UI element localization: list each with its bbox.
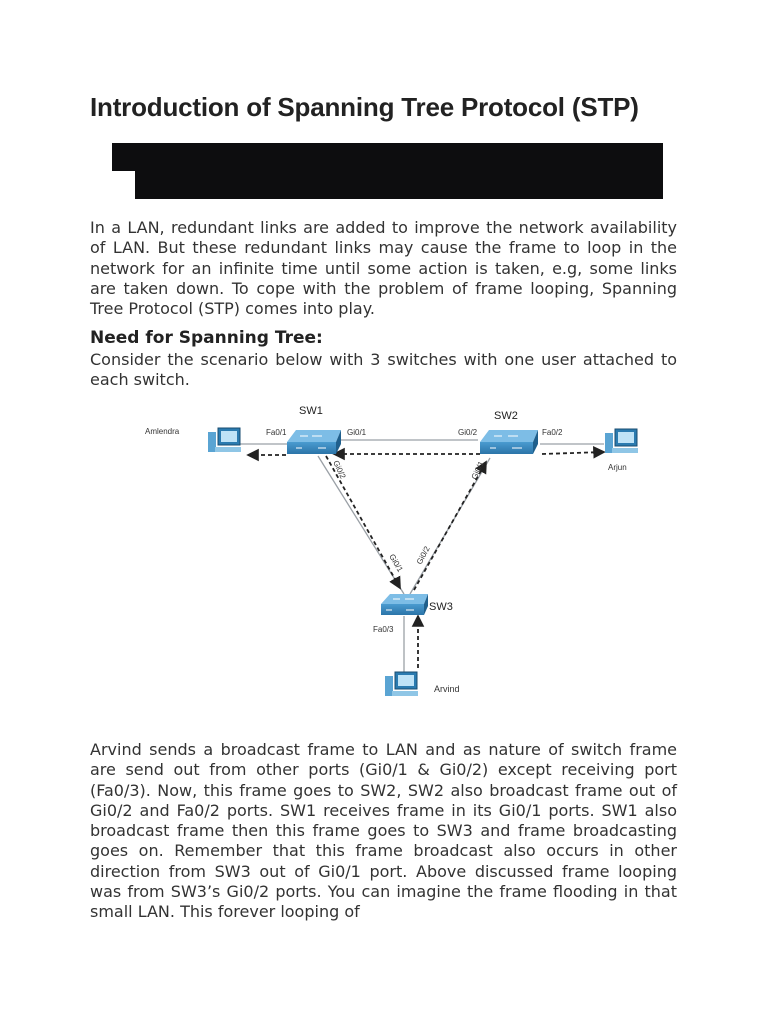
switch-sw3-icon [381,594,428,615]
broadcast-arrows [248,452,604,668]
arrow-sw1-to-sw3 [326,456,400,588]
label-sw1: SW1 [299,405,323,417]
label-amlendra: Amlendra [145,427,180,436]
redacted-block [112,143,663,199]
port-sw3-gi2: Gi0/2 [414,544,432,566]
switch-sw1-icon [287,430,341,454]
pc-amlendra-icon [208,428,241,452]
page-title: Introduction of Spanning Tree Protocol (STP) [90,92,639,122]
label-sw3: SW3 [429,601,453,613]
port-sw2-fa: Fa0/2 [542,428,563,437]
port-sw3-fa: Fa0/3 [373,625,394,634]
section-heading: Need for Spanning Tree: [90,328,323,348]
port-sw1-gi1: Gi0/1 [347,428,367,437]
pc-arvind-icon [385,672,418,696]
port-sw2-gi1: Gi0/1 [469,459,486,481]
port-sw3-gi1: Gi0/1 [387,552,405,574]
label-arjun: Arjun [608,463,627,472]
switch-sw2-icon [480,430,538,454]
pc-arjun-icon [605,429,638,453]
intro-paragraph: In a LAN, redundant links are added to improve the network availability of LAN. But these redundant links may cause the frame to loop in the network for an infinite time until some action is taken, e.g, some links are taken down. To cope with the problem of frame looping, Spanning Tree Protocol (STP) comes into play. [90,218,677,319]
body-paragraph: Arvind sends a broadcast frame to LAN and as nature of switch frame are send out from other ports (Gi0/1 & Gi0/2) except receiving port (Fa0/3). Now, this frame goes to SW2, SW2 also broadcast frame out of Gi0/2 and Fa0/2 ports. SW1 receives frame in its Gi0/1 ports. SW1 also broadcast frame then this frame goes to SW3 and frame broadcasting goes on. Remember that this frame broadcast also occurs in other direction from SW3 out of Gi0/1 port. Above discussed frame looping was from SW3’s Gi0/2 ports. You can imagine the frame flooding in that small LAN. This forever looping of [90,740,677,922]
label-arvind: Arvind [434,684,460,694]
links [240,440,604,672]
arrow-sw2-to-arjun [542,452,604,454]
link-sw1-sw3 [318,456,404,594]
port-sw1-fa: Fa0/1 [266,428,287,437]
scenario-text: Consider the scenario below with 3 switches with one user attached to each switch. [90,350,677,390]
port-sw2-gi2: Gi0/2 [458,428,478,437]
redacted-block-notch [112,171,135,199]
label-sw2: SW2 [494,410,518,422]
port-sw1-gi2: Gi0/2 [331,459,348,481]
link-sw2-sw3 [410,458,490,594]
arrow-sw3-to-sw2 [414,462,486,590]
